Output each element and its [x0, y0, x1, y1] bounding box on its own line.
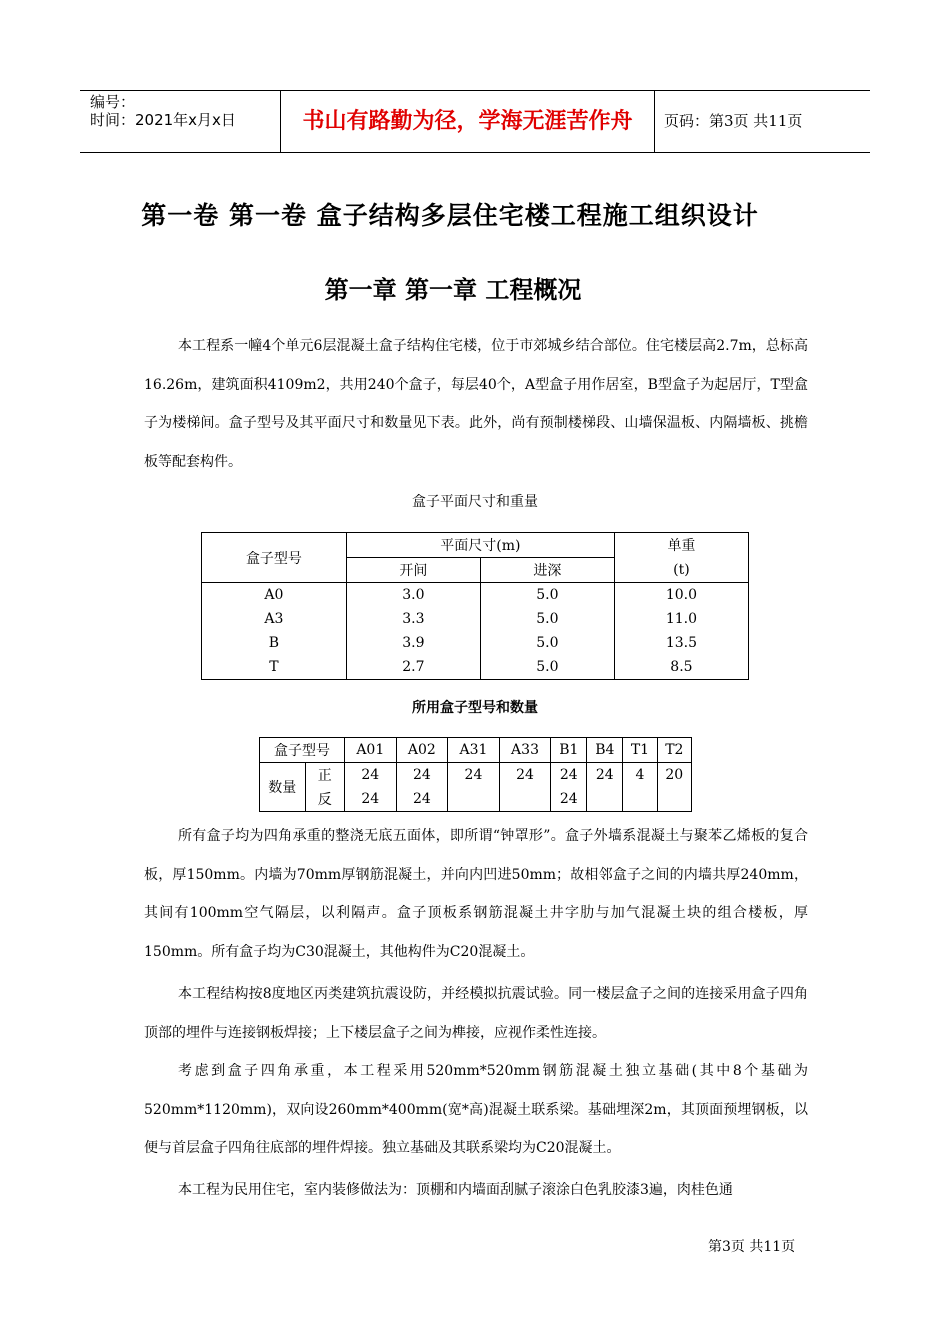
table2-caption: 所用盒子型号和数量 — [412, 700, 538, 716]
table1-cell-depth: 5.0 — [480, 607, 614, 631]
table2-pos-label: 正 — [305, 763, 344, 788]
table-row — [202, 631, 749, 655]
table1-header-depth: 进深 — [480, 558, 614, 583]
table1-cell-bay: 3.3 — [346, 607, 480, 631]
page-header — [80, 90, 870, 153]
table2-type-cell: T2 — [657, 738, 691, 763]
table1-header-plan: 平面尺寸(m) — [346, 533, 614, 558]
table2-neg-cell: 24 — [551, 787, 587, 812]
box-size-weight-table — [201, 532, 749, 680]
paragraph-2: 所有盒子均为四角承重的整浇无底五面体，即所谓“钟罩形”。盒子外墙系混凝土与聚苯乙烯板的复合板，厚150mm。内墙为70mm厚钢筋混凝土，并向内凹进50mm；故相邻盒子之间的内墙共厚240mm，其间有100mm空气隔层，以利隔声。盒子顶板系钢筋混凝土井字肋与加气混凝土块的组合楼板，厚150mm。所有盒子均为C30混凝土，其他构件为C20混凝土。 — [144, 828, 808, 960]
table1-header-weight-label: 单重 — [667, 537, 696, 554]
table2-pos-cell: 24 — [345, 763, 397, 788]
table1-cell-weight: 10.0 — [614, 583, 748, 608]
table2-neg-cell: 24 — [345, 787, 397, 812]
paragraph-5: 本工程为民用住宅，室内装修做法为：顶棚和内墙面刮腻子滚涂白色乳胶漆3遍，肉桂色通 — [178, 1182, 733, 1198]
table2-type-cell: B1 — [551, 738, 587, 763]
table2-header-type: 盒子型号 — [260, 738, 345, 763]
table1-cell-depth: 5.0 — [480, 631, 614, 655]
paragraph-4: 考虑到盒子四角承重，本工程采用520mm*520mm钢筋混凝土独立基础(其中8个基础为520mm*1120mm)，双向设260mm*400mm(宽*高)混凝土联系梁。基础埋深2m，其顶面预埋钢板，以便与首层盒子四角往底部的埋件焊接。独立基础及其联系梁均为C20混凝土。 — [144, 1063, 808, 1156]
paragraph-3: 本工程结构按8度地区丙类建筑抗震设防，并经模拟抗震试验。同一楼层盒子之间的连接采用盒子四角顶部的埋件与连接钢板焊接；上下楼层盒子之间为榫接，应视作柔性连接。 — [144, 986, 808, 1041]
table1-header-weight-unit: (t) — [673, 561, 690, 578]
chapter-title: 第一章 第一章 工程概况 — [324, 276, 582, 304]
box-quantity-table — [259, 737, 692, 812]
table1-cell-weight: 13.5 — [614, 631, 748, 655]
table2-type-cell: A02 — [396, 738, 448, 763]
table1-header-weight — [614, 533, 748, 583]
header-motto: 书山有路勤为径，学海无涯苦作舟 — [302, 109, 633, 134]
table1-cell-bay: 2.7 — [346, 655, 480, 680]
table-row — [260, 787, 692, 812]
table2-type-cell: A33 — [499, 738, 551, 763]
table-row — [202, 607, 749, 631]
table1-cell-type: A0 — [202, 583, 347, 608]
table2-neg-cell — [587, 787, 623, 812]
table2-neg-cell — [499, 787, 551, 812]
table1-cell-weight: 11.0 — [614, 607, 748, 631]
table1-caption: 盒子平面尺寸和重量 — [412, 494, 538, 510]
table1-cell-type: A3 — [202, 607, 347, 631]
volume-title: 第一卷 第一卷 盒子结构多层住宅楼工程施工组织设计 — [141, 201, 759, 230]
table1-cell-type: T — [202, 655, 347, 680]
table2-neg-cell: 24 — [396, 787, 448, 812]
table-row — [202, 655, 749, 680]
table-row — [202, 583, 749, 608]
table2-pos-cell: 24 — [551, 763, 587, 788]
header-divider — [654, 91, 655, 152]
table2-type-cell: T1 — [623, 738, 657, 763]
table1-cell-depth: 5.0 — [480, 583, 614, 608]
table-row — [260, 763, 692, 788]
table2-pos-cell: 24 — [448, 763, 500, 788]
header-page-info: 页码：第3页 共11页 — [664, 112, 803, 130]
table2-neg-cell — [448, 787, 500, 812]
table2-pos-cell: 24 — [396, 763, 448, 788]
table1-cell-bay: 3.0 — [346, 583, 480, 608]
table-row — [260, 738, 692, 763]
table2-pos-cell: 20 — [657, 763, 691, 788]
table2-pos-cell: 24 — [499, 763, 551, 788]
table2-type-cell: A01 — [345, 738, 397, 763]
table2-qty-label: 数量 — [260, 763, 306, 812]
header-number: 编号： — [90, 93, 136, 111]
table1-header-type: 盒子型号 — [202, 533, 347, 583]
table2-neg-label: 反 — [305, 787, 344, 812]
table2-neg-cell — [623, 787, 657, 812]
table1-cell-weight: 8.5 — [614, 655, 748, 680]
table2-type-cell: B4 — [587, 738, 623, 763]
table2-pos-cell: 4 — [623, 763, 657, 788]
table1-cell-depth: 5.0 — [480, 655, 614, 680]
table2-neg-cell — [657, 787, 691, 812]
page-footer: 第3页 共11页 — [708, 1239, 796, 1255]
table2-pos-cell: 24 — [587, 763, 623, 788]
paragraph-1: 本工程系一幢4个单元6层混凝土盒子结构住宅楼，位于市郊城乡结合部位。住宅楼层高2.7m，总标高16.26m，建筑面积4109m2，共用240个盒子，每层40个，A型盒子用作居室，B型盒子为起居厅，T型盒子为楼梯间。盒子型号及其平面尺寸和数量见下表。此外，尚有预制楼梯段、山墙保温板、内隔墙板、挑檐板等配套构件。 — [144, 338, 808, 470]
table1-cell-type: B — [202, 631, 347, 655]
table2-type-cell: A31 — [448, 738, 500, 763]
header-time: 时间：2021年x月x日 — [90, 111, 236, 129]
header-meta — [90, 93, 280, 129]
table1-header-bay: 开间 — [346, 558, 480, 583]
table1-cell-bay: 3.9 — [346, 631, 480, 655]
